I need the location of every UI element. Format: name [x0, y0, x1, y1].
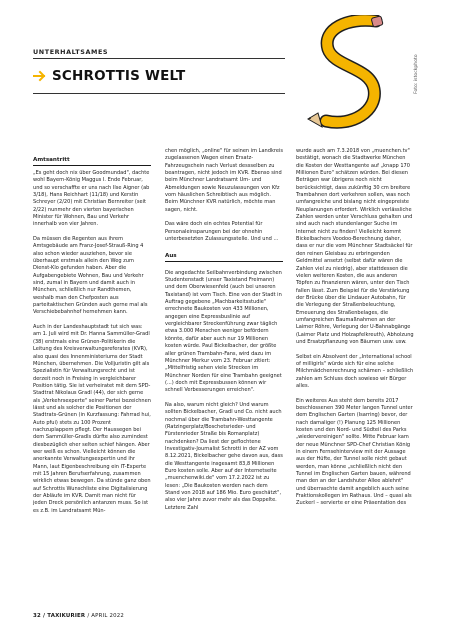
paragraph: Die angedachte Seilbahnverbindung zwischen Studentenstadt (unser Taxistand Freimann) und dem Oberwiesenfeld (auch bei unseren Taxistand) ist vom Tisch. Eine von der Stadt in Auftrag gegebene „Machbarkeitsstudie" errechnete Baukosten von 433 Millionen, angegen eine Expressbuslinie auf vergleichbarer Streckenführung zwar täglich etwa 3.000 Menschen weniger befördern könnte, dafür aber auch nur 19 Millionen kosten würde. Paul Bickelbacher, der größte aller grünen Trambahn-Fans, wird dazu im Münchner Merkur vom 23. Februar zitiert: „Mittelfristig sehen viele Strecken im Münchner Norden für eine Trambahn geeignet (...) doch mit Expressbussen können wir schnell Verbesserungen erreichen".: [165, 269, 282, 394]
column-2: [165, 148, 283, 512]
page-title: SCHROTTIS WELT: [52, 68, 186, 84]
paragraph: wurde auch am 7.3.2018 von „muenchen.tv" bestätigt, wonach die Stadtwerke München die Kosten der Westtangente auf „knapp 170 Millionen Euro" schätzen würden. Bei diesen Beträgen war übrigens noch nicht berücksichtigt, dass zukünftig 30 cm breitere Trambahnen dort verkehren sollen, was noch umfangreiche und bislang nicht eingepreiste Neuplanungen erfordert. Wirklich verlässliche Zahlen werden unter Verschluss gehalten und sind auch nach stundenlanger Suche im Internet nicht zu finden! Vielleicht kommt Bickelbachers Voodoo-Berechnung daher, dass er nur die vom Münchner Stadtsäckel für den reinen Gleisbau zu erbringenden Geldmittel ansetzt (selbst dafür wären die Zahlen viel zu niedrig), aber stattdessen die vielen weiteren Kosten, die aus anderen Töpfen zu finanzieren wären, unter den Tisch fallen lässt. Zum Beispiel für die Verstärkung der Brücke über die Lindauer Autobahn, für die Verlegung der Straßenbeleuchtung, Erneuerung des Straßenbelages, die umfangreichen Baumaßnahmen an der Laimer Röhre, Verlegung der U-Bahnabgänge (Laimer Platz und Holzapfelkreuth), Abholzung und Ersatzpflanzung von Bäumen usw. usw.: [296, 148, 414, 345]
arrow-right-icon: [33, 69, 47, 83]
photo-credit: Foto: istockphoto: [414, 54, 419, 94]
header-rule-top: [33, 58, 285, 59]
section-label: UNTERHALTSAMES: [33, 48, 109, 56]
section-heading-aus: Aus: [165, 252, 283, 262]
paragraph: chen möglich, „online" für seinen im Landkreis zugelassenen Wagen einen Ersatz-Fahrzeugschein nach Verlust dessselben zu beantragen, nicht jedoch im KVR. Ebenso sind beim Münchner Landratsamt Um- und Abmeldungen sowie Neuzulassungen von Kfz vom häuslichen Schreibtisch aus möglich. Beim Münchner KVR natürlich, möchte man sagen, nicht.: [165, 148, 283, 213]
paragraph-hook-illustration: [278, 15, 418, 145]
paragraph: Na also, warum nicht gleich? Und warum sollten Bickelbacher, Gradl und Co. nicht auch nochmal über die Trambahn-Westtangente (Ratzingerplatz/Boschetsrieder- und Fürstenrieder Straße bis Romanplatz) nachdenken? Da liest der geflochtene Investigativ-Journalist Schrotti in der AZ vom 8.12.2021, Bickelbacher gehe davon aus, dass die Westtangente insgesamt 83,8 Millionen Euro kosten solle. Aber auf der Internetseite „muenchenwiki.de" vom 17.2.2022 ist zu lesen: „Die Baukosten werden nach dem Stand von 2018 auf 186 Mio. Euro geschätzt", also vier Jahre zuvor mehr als das Doppelte. Letztere Zahl: [165, 401, 283, 511]
column-3: [296, 148, 414, 508]
header-rule-bottom: [33, 93, 285, 94]
section-heading-amtsantritt: Amtsantritt: [33, 156, 151, 166]
paragraph: Selbst ein Absolvent der „International school of milligirls" würde sich für eine solche Milchmädchenrechnung schämen – schließlich zahlen am Schluss doch sowieso wir Bürger alles.: [296, 353, 414, 389]
magazine-name: TAXIKURIER: [47, 613, 86, 619]
paragraph: „Es geht doch nix über Goodmundad", dachte wohl Bayern-König Maggus I. Ende Februar, und so verschaffte er uns nach Ilse Aigner (ab 3/18), Hans Reichhart (11/18) und Kerstin Schreyer (2/20) mit Christian Bernreiter (seit 2/22) nunmehr den vierten bayerischen Minister für Wohnen, Bau und Verkehr innerhalb von vier Jahren.: [33, 170, 150, 228]
paragraph: Auch in der Landeshauptstadt tut sich was: am 1. Juli wird mit Dr. Hanna Sammüller-Gradl (38) erstmals eine Grünen-Politikerin die Leitung des Kreisverwaltungsreferates (KVR), also quasi des Innenministeriums der Stadt München, übernehmen. Die Volljuristin gilt als Spezialistin für Verwaltungsrecht und ist derzeit noch in Freising in vergleichbarer Position tätig. Sie ist verheiratet mit dem SPD-Stadtrat Nikolaus Gradl (44), der sich gerne als „Verkehrsexperte" seiner Partei bezeichnen lässt und als solcher die Positionen der Stadtrats-Grünen (in Kurzfassung: Fahrrad hui, Auto pfui) stets zu 100 Prozent nachzuplappern pflegt. Der Haussegen bei dem Sammüller-Gradls dürfte also zumindest diesbezüglich eher selten schief hängen. Aber wer weiß es schon. Vielleicht können die anerkannte Verwaltungsexpertin und ihr Mann, laut Eigenbeschreibung ein IT-Experte mit 15 Jahren Berufserfahrung, zusammen wirklich etwas bewegen. Da stünde ganz oben auf Schrottis Wunschliste eine Digitalisierung der Abläufe im KVR. Damit man nicht für jeden Dreck persönlich antanzen muss. So ist es z.B. im Landratsamt Mün-: [33, 324, 151, 514]
issue-date: APRIL 2022: [91, 613, 125, 619]
page-number: 32: [33, 613, 41, 619]
paragraph: Das wäre doch ein echtes Potential für Personaleinsparungen bei der ohnehin unterbesetzten Zulassungsstelle. Und und ...: [165, 221, 279, 243]
title-row: [33, 68, 185, 84]
paragraph: Da müssen die Regenten aus ihrem Amtsgebäude am Franz-Josef-Strauß-Ring 4 also schon wieder ausziehen, bevor sie überhaupt erstmals allein den Weg zum Dienst-Klo gefunden haben. Aber die Aufgabengebiete Wohnen, Bau und Verkehr sind, zumal in Bayern und damit auch in München, schließlich nur Randthemen, weshalb man den Chefposten aus parteitaktischen Gründen auch gerne mal als Verschiebebahnhof hernehmen kann.: [33, 236, 148, 316]
column-1: [33, 156, 151, 515]
page-footer: 32 / TAXIKURIER / APRIL 2022: [33, 613, 125, 619]
paragraph: Ein weiteres Aus steht dem bereits 2017 beschlossenen 390 Meter langen Tunnel unter dem Englischen Garten (Isarring) bevor, der nach damaliger (!) Planung 125 Millionen kosten und den Nord- und Südteil des Parks „wiedervereinigen" sollte. Mitte Februar kam der neue Münchner SPD-Chef Christian König in einem Fernsehinterview mit der Aussage aus der Hüfte, der Tunnel solle nicht gebaut werden, man könne „schließlich nicht den Tunnel im Englischen Garten bauen, während man den an der Landshuter Allee ablehnt" und überraschte damit angeblich auch seine Fraktionskollegen im Rathaus. Und – quasi als Zuckerl – servierte er eine Präsentation des: [296, 397, 413, 507]
